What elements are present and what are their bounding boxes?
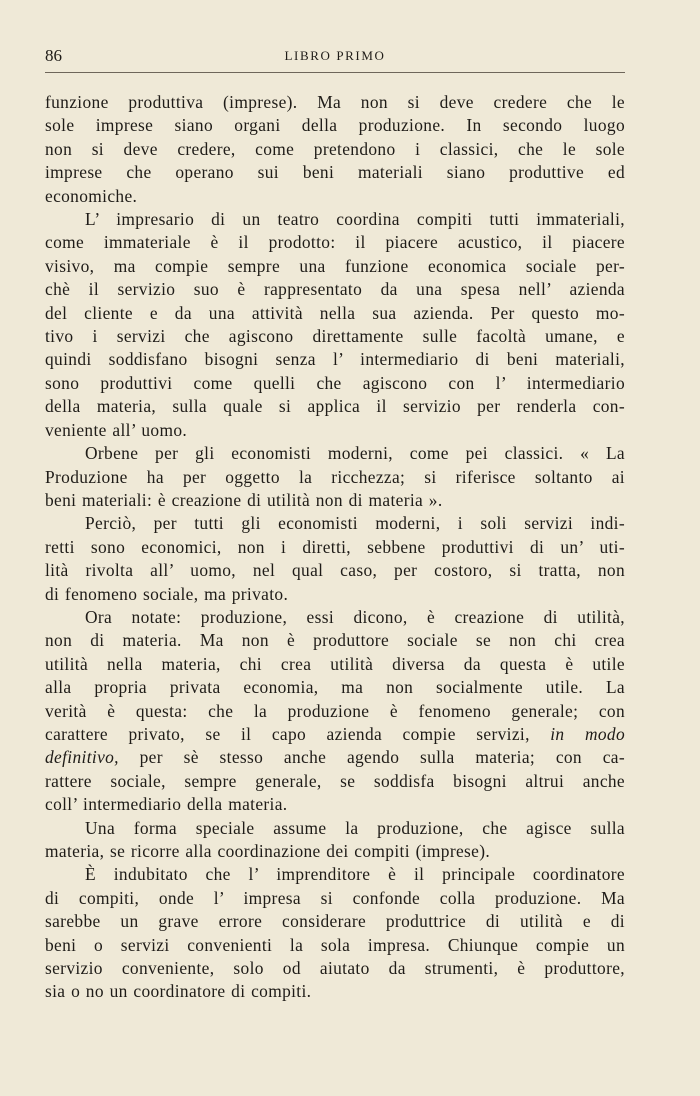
text-line: Ora notate: produzione, essi dicono, è creazione di utilità, [85, 606, 625, 627]
text-line: È indubitato che l’ imprenditore è il principale coordinatore [85, 864, 625, 885]
text-segment: per sè stesso anche agendo sulla materia; con ca- [118, 747, 625, 768]
text-line-with-italic [45, 746, 625, 769]
paragraph-7 [45, 863, 625, 1003]
text-line: veniente all’ uomo. [45, 419, 188, 440]
text-line: retti sono economici, non i diretti, sebbene produttivi di un’ uti- [45, 536, 625, 557]
text-line: Produzione ha per oggetto la ricchezza; si riferisce soltanto ai [45, 466, 625, 487]
text-line: materia, se ricorre alla coordinazione dei compiti (imprese). [45, 841, 491, 861]
text-line: Perciò, per tutti gli economisti moderni, i soli servizi indi- [85, 513, 625, 534]
text-line: visivo, ma compie sempre una funzione economica sociale per- [45, 255, 625, 276]
text-line: sole imprese siano organi della produzione. In secondo luogo [45, 115, 625, 136]
text-line: lità rivolta all’ uomo, nel qual caso, per costoro, si tratta, non [45, 560, 625, 581]
text-line: di compiti, onde l’ impresa si confonde colla produzione. Ma [45, 887, 625, 908]
paragraph-1 [45, 91, 625, 208]
paragraph-3 [45, 442, 625, 512]
text-line: rattere sociale, sempre generale, se soddisfa bisogni altrui anche [45, 770, 625, 791]
text-line: L’ impresario di un teatro coordina compiti tutti immateriali, [85, 209, 625, 230]
text-line: Una forma speciale assume la produzione, che agisce sulla [85, 817, 625, 838]
running-head [45, 46, 625, 73]
text-line: di fenomeno sociale, ma privato. [45, 583, 289, 604]
text-line: Orbene per gli economisti moderni, come pei classici. « La [85, 443, 625, 464]
text-line: del cliente e da una attività nella sua azienda. Per questo mo- [45, 302, 625, 323]
text-line: coll’ intermediario della materia. [45, 794, 288, 815]
text-line: non si deve credere, come pretendono i classici, che le sole [45, 138, 625, 159]
text-segment: carattere privato, se il capo azienda compie servizi, [45, 723, 551, 744]
text-line: come immateriale è il prodotto: il piacere acustico, il piacere [45, 232, 625, 253]
text-line: funzione produttiva (imprese). Ma non si deve credere che le [45, 92, 625, 112]
paragraph-2 [45, 208, 625, 442]
text-line: utilità nella materia, chi crea utilità diversa da questa è utile [45, 653, 625, 674]
text-line: tivo i servizi che agiscono direttamente sulle facoltà umane, e [45, 326, 625, 347]
text-line: economiche. [45, 185, 138, 206]
text-line: imprese che operano sui beni materiali siano produttive ed [45, 162, 625, 183]
text-line: sia o no un coordinatore di compiti. [45, 981, 312, 1002]
running-title: LIBRO PRIMO [284, 48, 386, 63]
text-line: verità è questa: che la produzione è fenomeno generale; con [45, 700, 625, 721]
text-line: sono produttivi come quelli che agiscono con l’ intermediario [45, 372, 625, 393]
page-number: 86 [45, 46, 62, 65]
text-line: chè il servizio suo è rappresentato da una spesa nell’ azienda [45, 279, 625, 300]
body-text [45, 91, 625, 1004]
text-line: della materia, sulla quale si applica il servizio per renderla con- [45, 396, 625, 417]
text-line: non di materia. Ma non è produttore sociale se non chi crea [45, 630, 625, 651]
paragraph-5 [45, 606, 625, 817]
text-line: servizio conveniente, solo od aiutato da strumenti, è produttore, [45, 958, 625, 979]
text-line: beni materiali: è creazione di utilità non di materia ». [45, 489, 443, 510]
paragraph-6 [45, 817, 625, 864]
text-line: beni o servizi convenienti la sola impresa. Chiunque compie un [45, 934, 625, 955]
text-line-with-italic [45, 723, 625, 746]
italic-phrase: definitivo, [45, 747, 119, 768]
italic-phrase: in modo [550, 723, 625, 744]
text-line: quindi soddisfano bisogni senza l’ intermediario di beni materiali, [45, 349, 625, 370]
text-line: sarebbe un grave errore considerare produttrice di utilità e di [45, 911, 625, 932]
paragraph-4 [45, 512, 625, 606]
text-line: alla propria privata economia, ma non socialmente utile. La [45, 677, 625, 698]
